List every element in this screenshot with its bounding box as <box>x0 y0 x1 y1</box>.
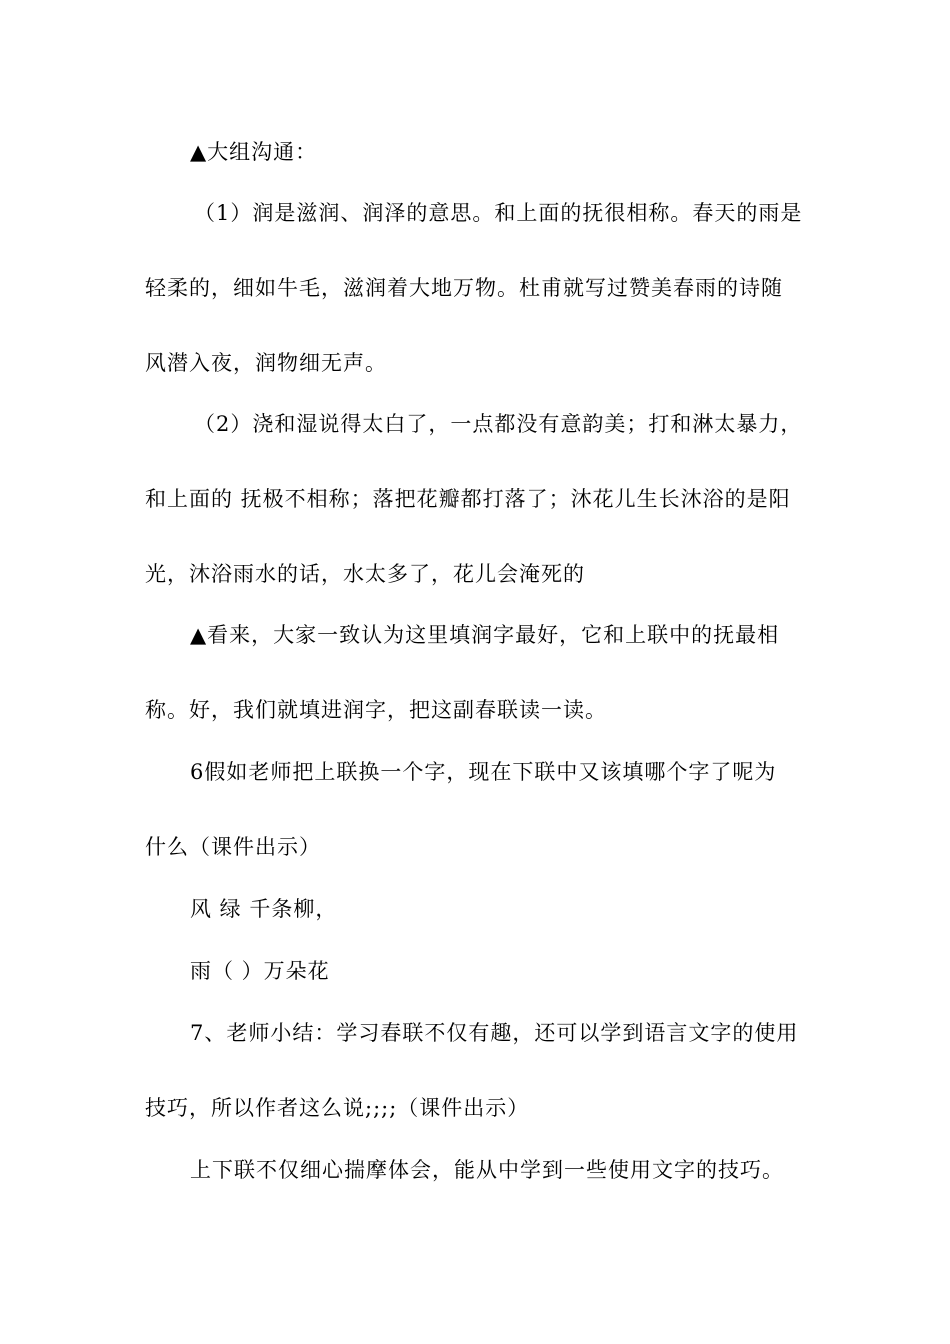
para-3-line-1: （2）浇和湿说得太白了，一点都没有意韵美；打和淋太暴力， <box>194 412 803 436</box>
para-4-line-2: 称。好，我们就填进润字，把这副春联读一读。 <box>145 698 607 722</box>
para-2-line-1: （1）润是滋润、润泽的意思。和上面的抚很相称。春天的雨是 <box>194 201 803 225</box>
para-3-line-3: 光，沐浴雨水的话，水太多了，花儿会淹死的 <box>145 562 585 586</box>
para-4-line-1: ▲看来，大家一致认为这里填润字最好，它和上联中的抚最相 <box>190 623 780 647</box>
para-1-line-1: ▲大组沟通： <box>190 140 318 164</box>
para-3-line-2: 和上面的 抚极不相称；落把花瓣都打落了；沐花儿生长沐浴的是阳 <box>145 487 791 511</box>
para-9-line-1: 上下联不仅细心揣摩体会，能从中学到一些使用文字的技巧。 <box>190 1158 784 1182</box>
para-2-line-3: 风潜入夜，润物细无声。 <box>145 351 387 375</box>
couplet-upper-line: 风 绿 千条柳， <box>190 897 338 921</box>
para-2-line-2: 轻柔的，细如牛毛，滋润着大地万物。杜甫就写过赞美春雨的诗随 <box>145 276 783 300</box>
couplet-lower-line: 雨（ ）万朵花 <box>190 959 330 983</box>
para-5-line-1: 6假如老师把上联换一个字，现在下联中又该填哪个字了呢为 <box>190 760 777 784</box>
para-8-line-2: 技巧，所以作者这么说;;;;（课件出示） <box>145 1096 530 1120</box>
para-8-line-1: 7、老师小结：学习春联不仅有趣，还可以学到语言文字的使用 <box>190 1021 799 1045</box>
para-5-line-2: 什么（课件出示） <box>145 835 321 859</box>
